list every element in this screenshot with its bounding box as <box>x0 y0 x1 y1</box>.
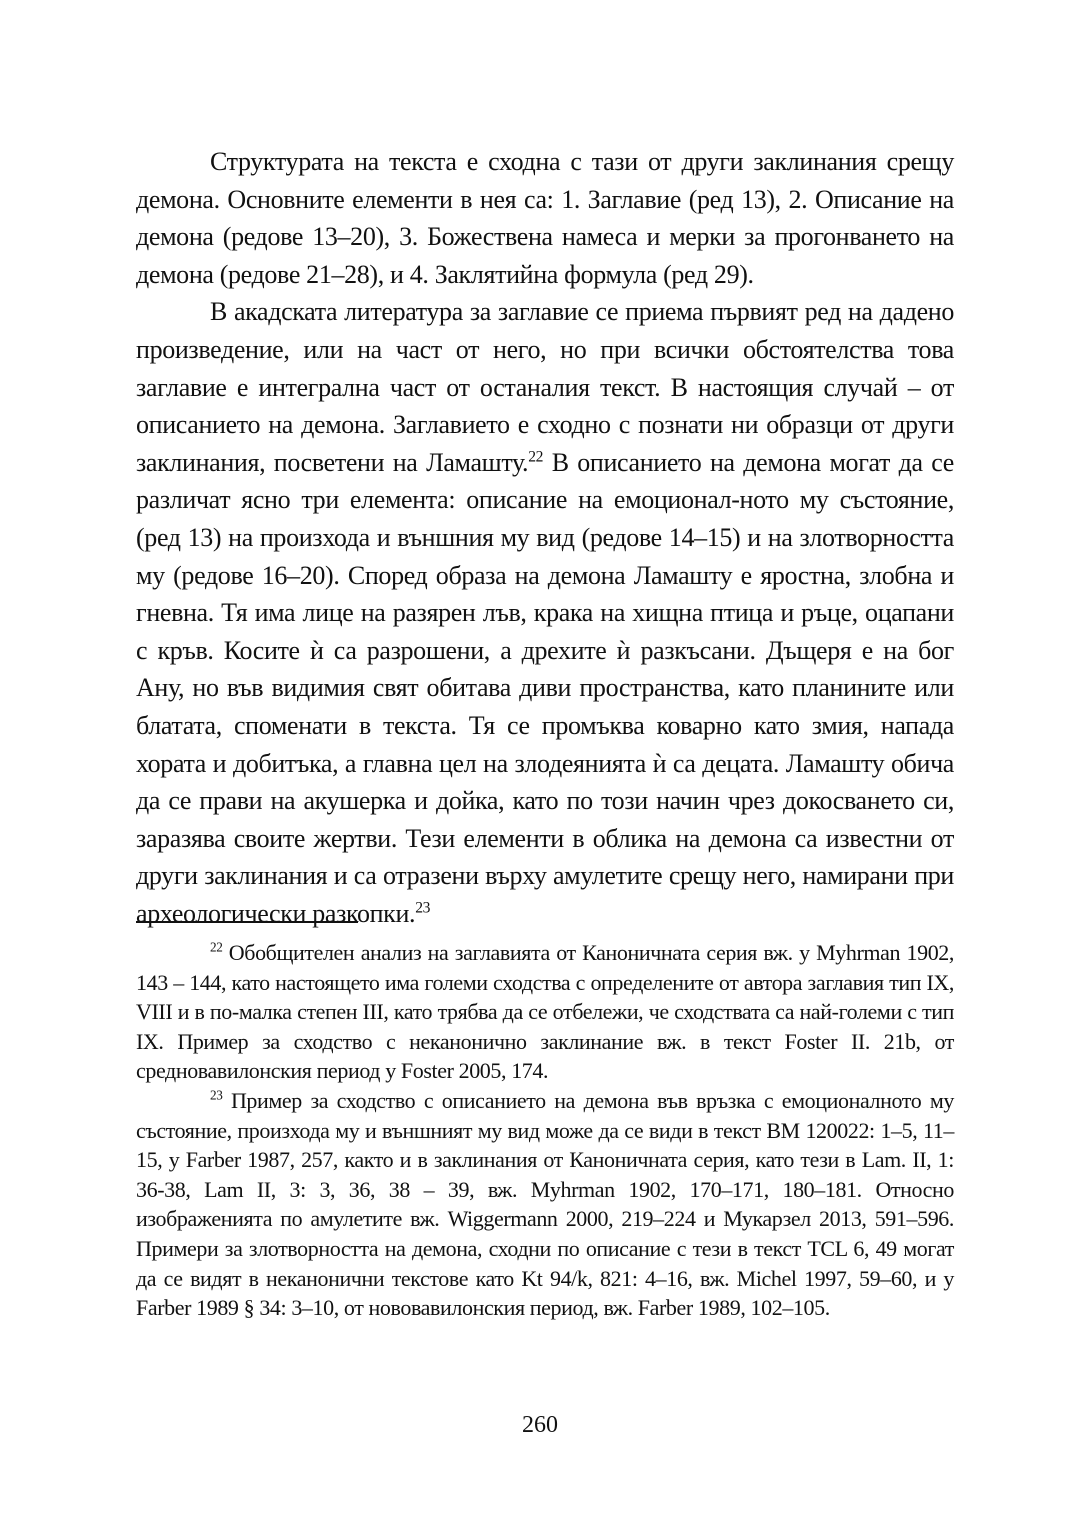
footnote-23 <box>136 1086 954 1323</box>
footnote-text: Обобщителен анализ на заглавията от Каноничната серия вж. у Myhrman 1902, 143 – 144, като настоящето има големи сходства с определените от автора заглавия тип IX, VIII и в по-малка степен III, като трябва да се отбележи, че сходствата са най-големи с тип IX. Пример за сходство с неканонично заклинание вж. в текст Foster II. 21b, от средновавилонския период у Foster 2005, 174. <box>136 940 954 1084</box>
footnote-number: 23 <box>210 1087 223 1103</box>
footnote-text: Пример за сходство с описанието на демона във връзка с емоционалното му състояние, произхода му и външният му вид може да се види в текст BM 120022: 1–5, 11–15, у Farber 1987, 257, както и в заклинания от Каноничната серия, като тези в Lam. II, 1: 36-38, Lam II, 3: 3, 36, 38 – 39, вж. Myhrman 1902, 170–171, 180–181. Относно изображенията по амулетите вж. Wiggermann 2000, 219–224 и Мукарзел 2013, 591–596. Примери за злотворността на демона, сходни по описание с тези в текст TCL 6, 49 могат да се видят в неканонични текстове като Kt 94/k, 821: 4–16, вж. Michel 1997, 59–60, и у Farber 1989 § 34: 3–10, от нововавилонския период, вж. Farber 1989, 102–105. <box>136 1087 954 1321</box>
page-number: 260 <box>522 1412 558 1438</box>
footnote-separator <box>136 921 358 923</box>
footnote-ref-23[interactable]: 23 <box>415 899 431 917</box>
footnote-22 <box>136 938 954 1086</box>
footnotes <box>136 938 954 1323</box>
main-text <box>136 143 954 932</box>
paragraph-2-part-a: В акадската литература за заглавие се приема първият ред на дадено произведение, или на част от него, но при всички обстоятелства това заглавие е интегрална част от останалия текст. В настоящия случай – от описанието на демона. Заглавието е сходно с познати ни образци от други заклинания, посветени на Ламашту. <box>136 297 954 477</box>
footnote-ref-22[interactable]: 22 <box>528 448 544 466</box>
paragraph-2 <box>136 293 954 932</box>
footnote-number: 22 <box>210 939 223 955</box>
paragraph-2-part-b: В описанието на демона могат да се различат ясно три елемента: описание на емоционал-ното му състояние, (ред 13) на произхода и външния му вид (редове 14–15) и на злотворността му (редове 16–20). Според образа на демона Ламашту е яростна, злобна и гневна. Тя има лице на разярен лъв, крака на хищна птица и ръце, оцапани с кръв. Косите ѝ са разрошени, а дрехите ѝ разкъсани. Дъщеря е на бог Ану, но във видимия свят обитава диви пространства, като планините или блатата, споменати в текста. Тя се промъква коварно като змия, напада хората и добитъка, а главна цел на злодеянията ѝ са децата. Ламашту обича да се прави на акушерка и дойка, като по този начин чрез докосването си, заразява своите жертви. Тези елементи в облика на демона са известни от други заклинания и са отразени върху амулетите срещу него, намирани при археологически разкопки. <box>136 447 954 928</box>
paragraph-1: Структурата на текста е сходна с тази от други заклинания срещу демона. Основните елементи в нея са: 1. Заглавие (ред 13), 2. Описание на демона (редове 13–20), 3. Божествена намеса и мерки за прогонването на демона (редове 21–28), и 4. Заклятийна формула (ред 29). <box>136 147 954 289</box>
